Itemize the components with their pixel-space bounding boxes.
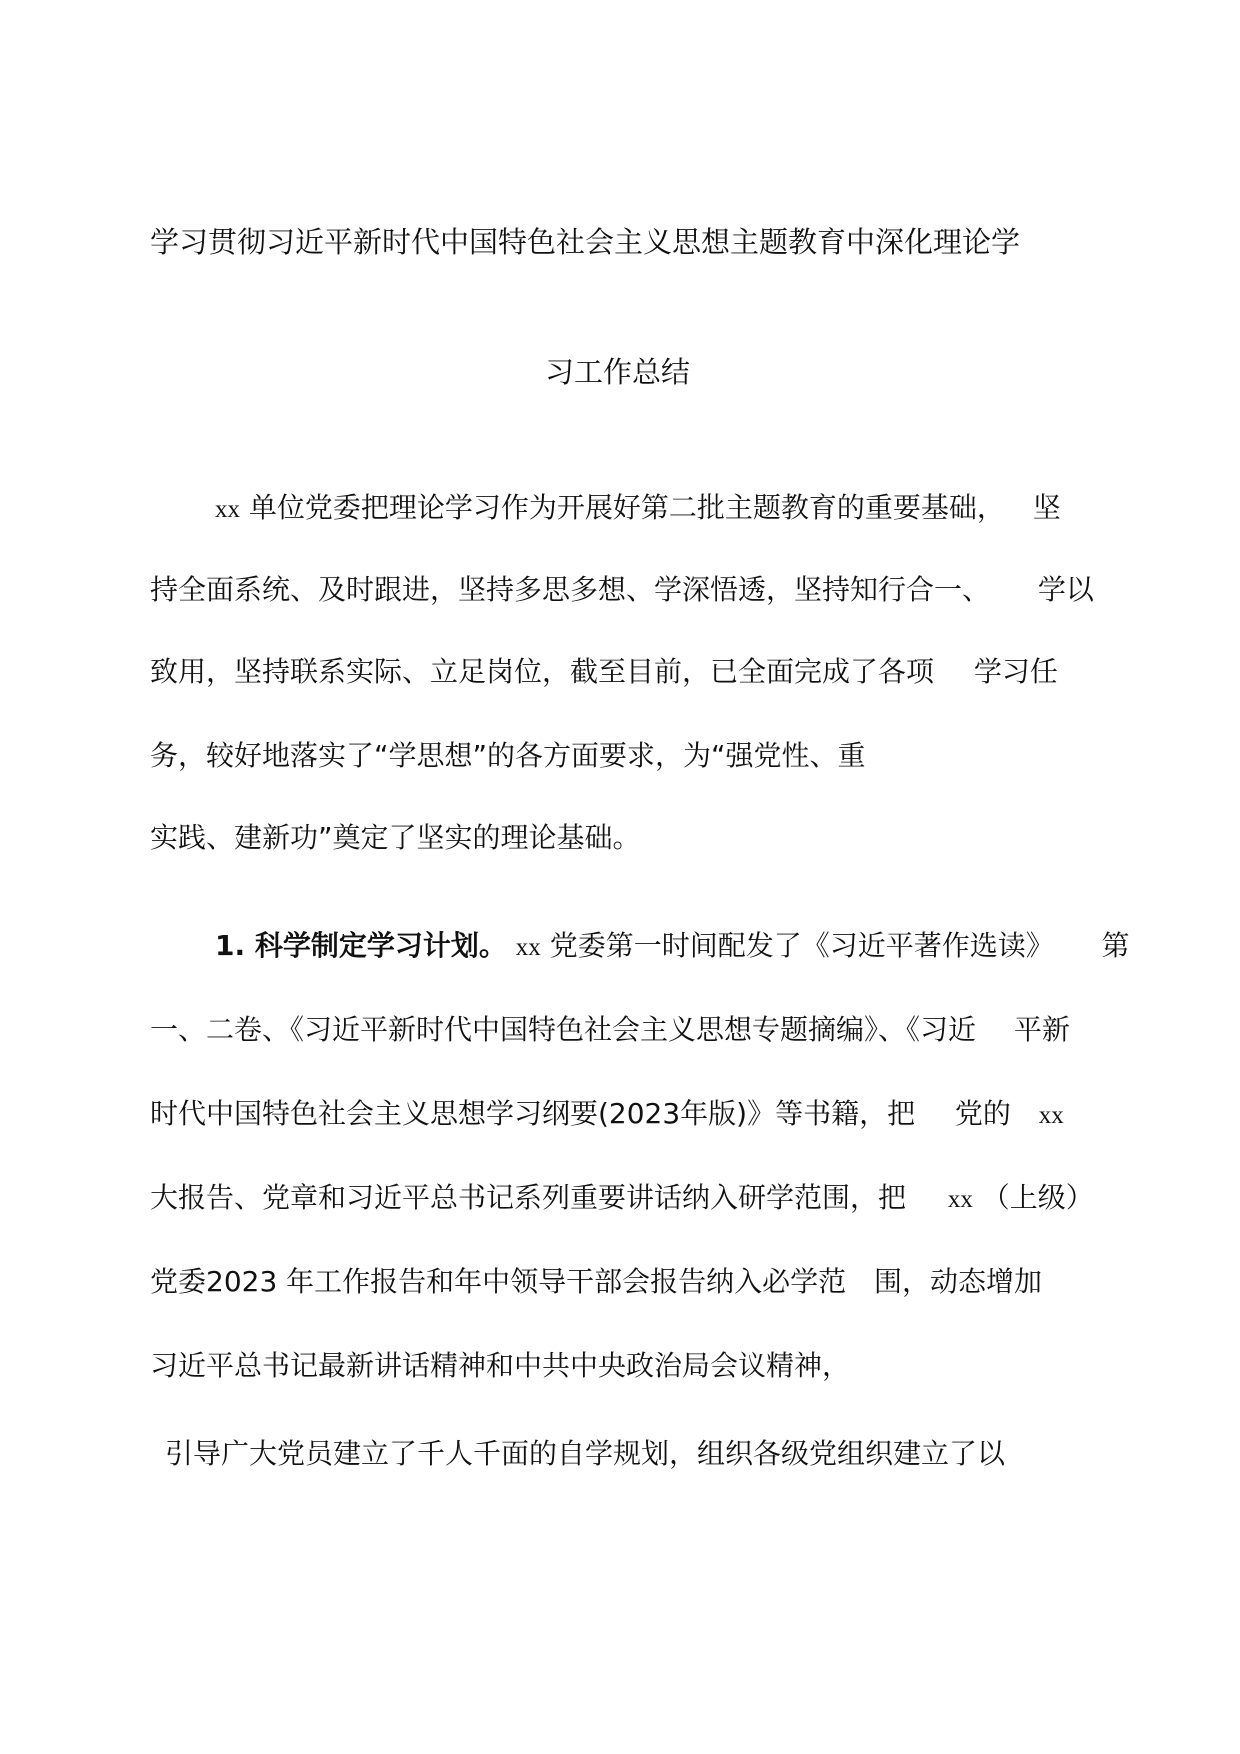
text-segment: 平新 — [1013, 1013, 1070, 1046]
text-segment: 党委第一时间配发了《习近平著作选读》 — [549, 929, 1054, 962]
paragraph-2-line-3 — [150, 1094, 1064, 1136]
text-segment: （上级） — [981, 1181, 1094, 1214]
text-segment: 时代中国特色社会主义思想学习纲要(2023年版)》等书籍，把 — [150, 1097, 916, 1130]
paragraph-2-line-2 — [150, 1010, 1070, 1050]
paragraph-2-line-4 — [150, 1178, 1094, 1220]
paragraph-2-line-6: 习近平总书记最新讲话精神和中共中央政治局会议精神， — [150, 1349, 851, 1382]
text-segment: 大报告、党章和习近平总书记系列重要讲话纳入研学范围，把 — [150, 1181, 907, 1214]
section-heading: 1. 科学制定学习计划。 — [215, 929, 507, 962]
text-segment: 学以 — [1037, 573, 1094, 606]
paragraph-1-line-1 — [215, 488, 1061, 530]
placeholder-xx: xx — [1038, 1102, 1064, 1129]
text-segment: 党委2023 年工作报告和年中领导干部会报告纳入必学范 — [150, 1265, 847, 1298]
placeholder-xx: xx — [215, 496, 240, 523]
document-title-line-2: 习工作总结 — [545, 355, 691, 389]
paragraph-2-line-7: 引导广大党员建立了千人千面的自学规划，组织各级党组织建立了以 — [165, 1437, 1006, 1470]
paragraph-1-line-4: 务，较好地落实了“学思想”的各方面要求，为“强党性、重 — [150, 739, 866, 772]
placeholder-xx: xx — [947, 1186, 973, 1213]
text-segment: 一、二卷、《习近平新时代中国特色社会主义思想专题摘编》、《习近 — [150, 1013, 977, 1046]
paragraph-2-line-5 — [150, 1262, 1042, 1302]
text-segment: 持全面系统、及时跟进，坚持多思多想、学深悟透，坚持知行合一、 — [150, 573, 991, 606]
text-segment: 党的 — [954, 1097, 1011, 1130]
text-segment: 坚 — [1032, 491, 1061, 524]
placeholder-xx: xx — [515, 934, 541, 961]
text-segment: 致用，坚持联系实际、立足岗位，截至目前，已全面完成了各项 — [150, 655, 935, 688]
paragraph-1-line-5: 实践、建新功”奠定了坚实的理论基础。 — [150, 821, 641, 854]
document-title-line-1: 学习贯彻习近平新时代中国特色社会主义思想主题教育中深化理论学 — [150, 225, 1021, 259]
text-segment: 学习任 — [973, 655, 1058, 688]
text-segment: 围，动态增加 — [873, 1265, 1042, 1298]
text-segment: 第 — [1101, 929, 1130, 962]
text-segment: 单位党委把理论学习作为开展好第二批主题教育的重要基础， — [248, 491, 1005, 524]
paragraph-2-line-1 — [215, 926, 1130, 968]
paragraph-1-line-2 — [150, 570, 1094, 610]
paragraph-1-line-3 — [150, 652, 1058, 692]
